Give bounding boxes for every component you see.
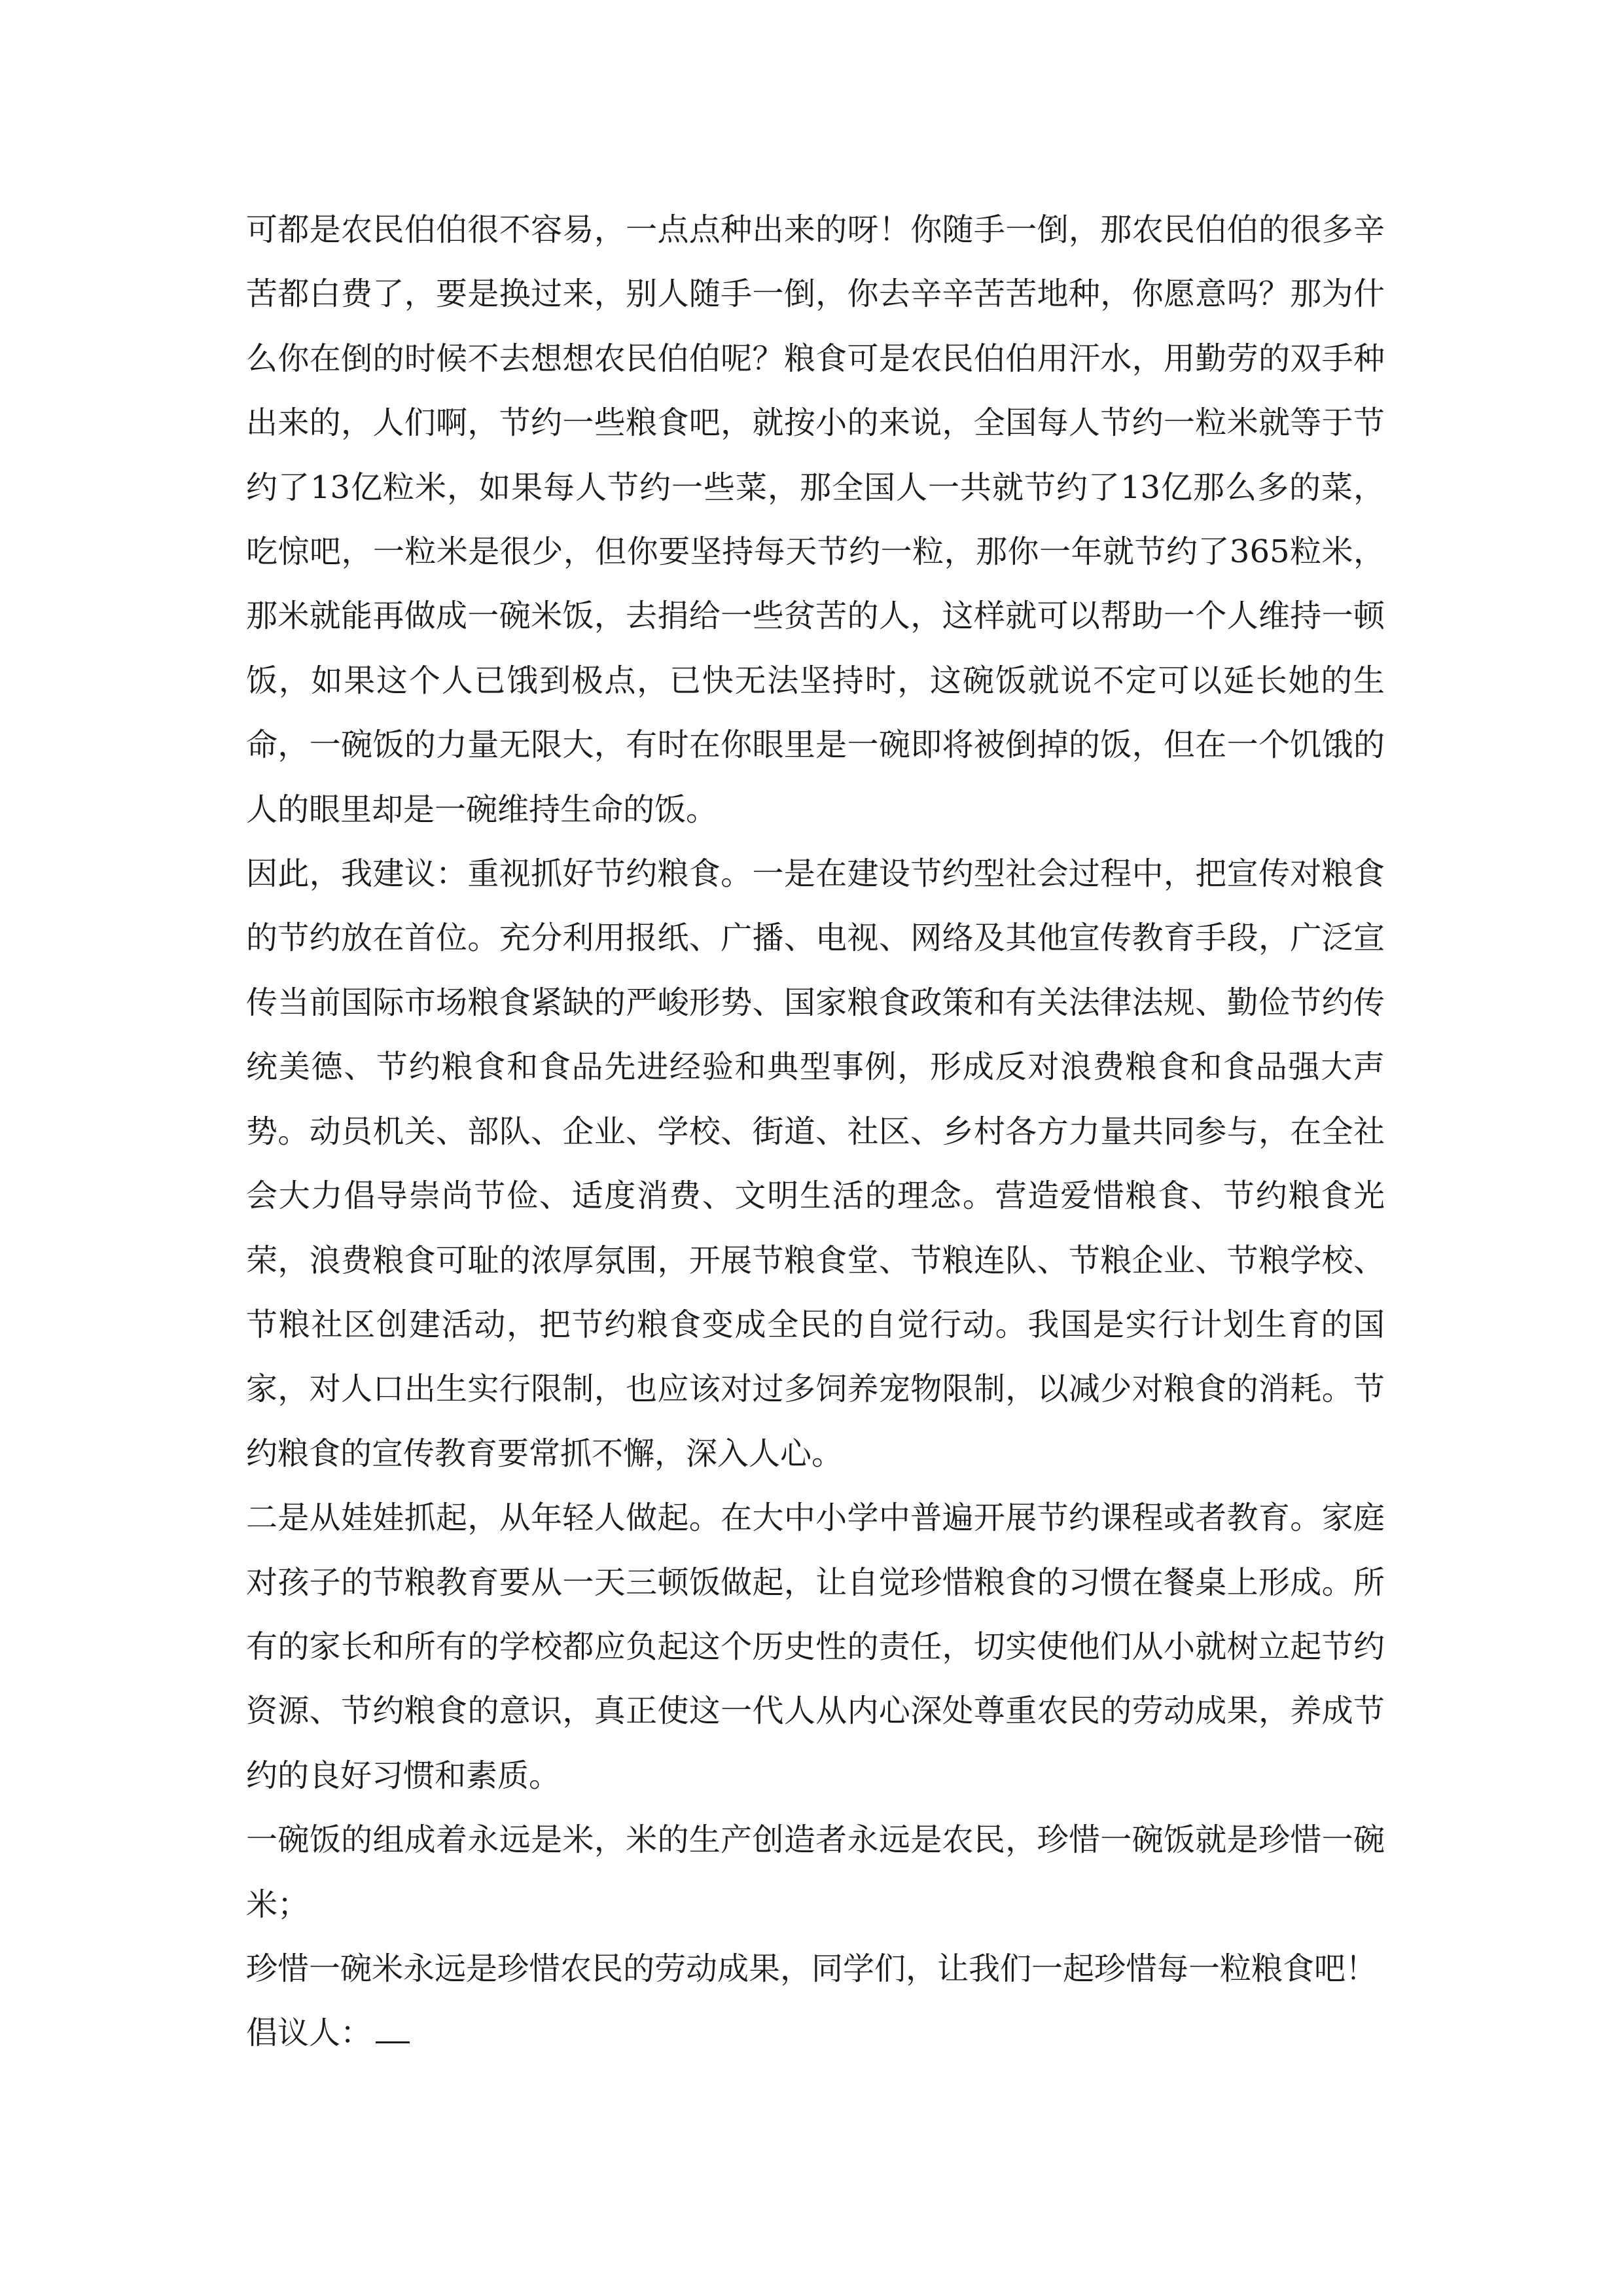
signature-label: 倡议人： — [246, 2015, 372, 2052]
paragraph-bowl-of-rice: 一碗饭的组成着永远是米，米的生产创造者永远是农民，珍惜一碗饭就是珍惜一碗米； — [246, 1821, 1385, 1923]
signature-blank — [376, 2015, 410, 2043]
paragraph-suggestion-two: 二是从娃娃抓起，从年轻人做起。在大中小学中普遍开展节约课程或者教育。家庭对孩子的节粮教育要从一天三顿饭做起，让自觉珍惜粮食的习惯在餐桌上形成。所有的家长和所有的学校都应负起这个历史性的责任，切实使他们从小就树立起节约资源、节约粮食的意识，真正使这一代人从内心深处尊重农民的劳动成果，养成节约的良好习惯和素质。 — [246, 1499, 1385, 1794]
paragraph-suggestion-one: 因此，我建议：重视抓好节约粮食。一是在建设节约型社会过程中，把宣传对粮食的节约放在首位。充分利用报纸、广播、电视、网络及其他宣传教育手段，广泛宣传当前国际市场粮食紧缺的严峻形势、国家粮食政策和有关法律法规、勤俭节约传统美德、节约粮食和食品先进经验和典型事例，形成反对浪费粮食和食品强大声势。动员机关、部队、企业、学校、街道、社区、乡村各方力量共同参与，在全社会大力倡导崇尚节俭、适度消费、文明生活的理念。营造爱惜粮食、节约粮食光荣，浪费粮食可耻的浓厚氛围，开展节粮食堂、节粮连队、节粮企业、节粮学校、节粮社区创建活动，把节约粮食变成全民的自觉行动。我国是实行计划生育的国家，对人口出生实行限制，也应该对过多饲养宠物限制，以减少对粮食的消耗。节约粮食的宣传教育要常抓不懈，深入人心。 — [246, 855, 1385, 1472]
document-body — [246, 198, 1385, 2066]
paragraph-closing-call: 珍惜一碗米永远是珍惜农民的劳动成果，同学们，让我们一起珍惜每一粒粮食吧！ — [246, 1950, 1378, 1987]
signature-line — [246, 2001, 1385, 2065]
paragraph-wasting-food: 可都是农民伯伯很不容易，一点点种出来的呀！你随手一倒，那农民伯伯的很多辛苦都白费了，要是换过来，别人随手一倒，你去辛辛苦苦地种，你愿意吗？那为什么你在倒的时候不去想想农民伯伯呢？粮食可是农民伯伯用汗水，用勤劳的双手种出来的，人们啊，节约一些粮食吧，就按小的来说，全国每人节约一粒米就等于节约了13亿粒米，如果每人节约一些菜，那全国人一共就节约了13亿那么多的菜，吃惊吧，一粒米是很少，但你要坚持每天节约一粒，那你一年就节约了365粒米，那米就能再做成一碗米饭，去捐给一些贫苦的人，这样就可以帮助一个人维持一顿饭，如果这个人已饿到极点，已快无法坚持时，这碗饭就说不定可以延长她的生命，一碗饭的力量无限大，有时在你眼里是一碗即将被倒掉的饭，但在一个饥饿的人的眼里却是一碗维持生命的饭。 — [246, 211, 1385, 828]
